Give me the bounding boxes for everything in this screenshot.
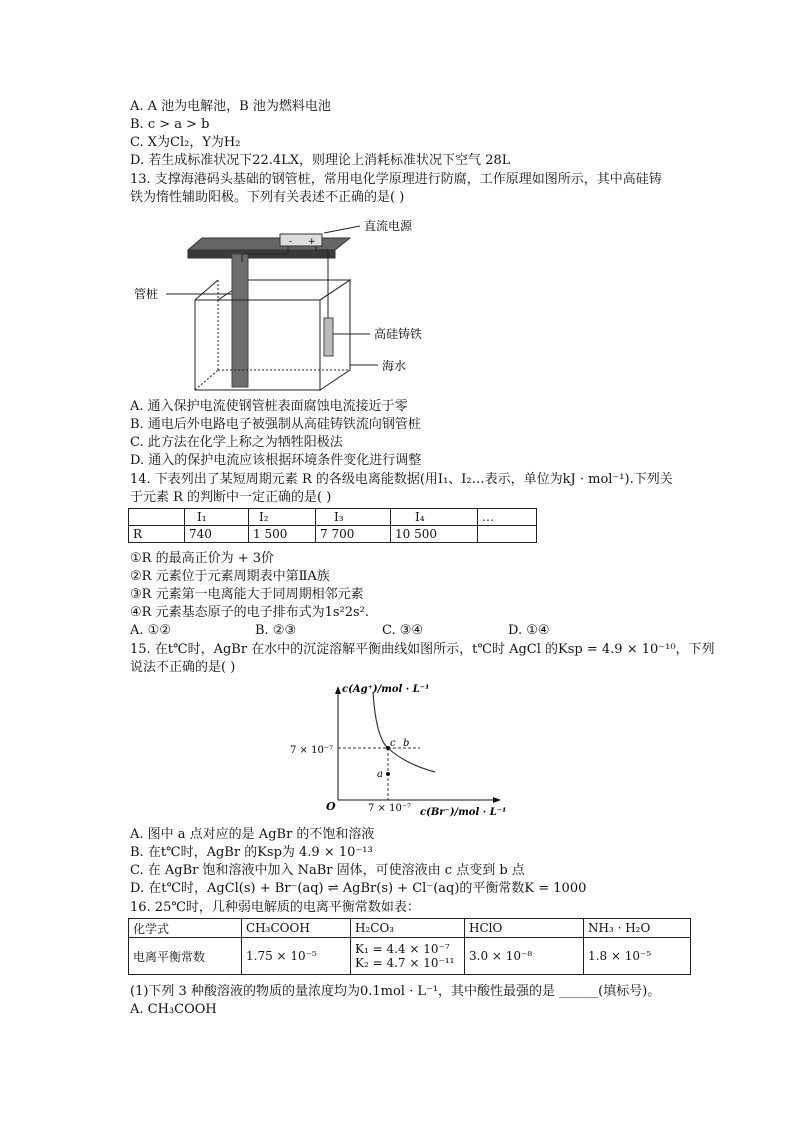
k1-value: K₁ = 4.4 × 10⁻⁷ bbox=[355, 942, 450, 956]
x-axis-label: c(Br⁻)/mol · L⁻¹ bbox=[420, 807, 507, 818]
table-row bbox=[129, 509, 537, 526]
steel-pile bbox=[232, 254, 248, 387]
q15-option-d: D. 在t℃时，AgCl(s) + Br⁻(aq) ⇌ AgBr(s) + Cl⁻(aq)的平衡常数K = 1000 bbox=[130, 881, 587, 896]
support-board-top bbox=[188, 238, 350, 250]
q14-statement-1: ①R 的最高正价为 + 3价 bbox=[130, 551, 275, 566]
q13-option-d: D. 通入的保护电流应该根据环境条件变化进行调整 bbox=[130, 453, 422, 468]
q14-statement-2: ②R 元素位于元素周期表中第ⅡA族 bbox=[130, 569, 330, 584]
q14-stem-line2: 于元素 R 的判断中一定正确的是( ) bbox=[130, 490, 332, 505]
q12-option-a: A. A 池为电解池，B 池为燃料电池 bbox=[130, 99, 331, 114]
label-anode: 高硅铸铁 bbox=[374, 327, 423, 341]
y-tick-label: 7 × 10⁻⁷ bbox=[290, 745, 334, 756]
q15-stem-line1: 15. 在t℃时，AgBr 在水中的沉淀溶解平衡曲线如图所示，t℃时 AgCl 的Ksp = 4.9 × 10⁻¹⁰，下列 bbox=[130, 642, 715, 657]
q15-option-c: C. 在 AgBr 饱和溶液中加入 NaBr 固体，可使溶液由 c 点变到 b 点 bbox=[130, 863, 525, 878]
equilibrium-curve bbox=[373, 692, 435, 772]
q15-option-a: A. 图中 a 点对应的是 AgBr 的不饱和溶液 bbox=[130, 827, 375, 842]
table-cell: CH₃COOH bbox=[242, 919, 351, 938]
table-cell: I₃ bbox=[316, 509, 391, 526]
x-tick-label: 7 × 10⁻⁷ bbox=[368, 803, 412, 814]
table-cell: R bbox=[129, 526, 185, 543]
q13-option-b: B. 通电后外电路电子被强制从高硅铸铁流向钢管桩 bbox=[130, 417, 421, 432]
q16-constants-table bbox=[128, 918, 691, 975]
q12-option-b: B. c > a > b bbox=[130, 117, 210, 132]
q13-option-c: C. 此方法在化学上称之为牺牲阳极法 bbox=[130, 435, 343, 450]
q12-option-d: D. 若生成标准状况下22.4LX，则理论上消耗标准状况下空气 28L bbox=[130, 153, 511, 168]
table-cell: HClO bbox=[465, 919, 584, 938]
q13-stem-line1: 13. 支撑海港码头基础的钢管桩，常用电化学原理进行防腐，工作原理如图所示，其中高硅铸 bbox=[130, 172, 662, 187]
q14-option-d: D. ①④ bbox=[508, 623, 550, 638]
q14-option-a: A. ①② bbox=[130, 623, 171, 638]
table-cell: I₁ bbox=[185, 509, 249, 526]
q15-stem-line2: 说法不正确的是( ) bbox=[130, 660, 236, 675]
table-row bbox=[129, 919, 691, 938]
table-row bbox=[129, 938, 691, 975]
table-cell bbox=[478, 526, 537, 543]
table-cell: NH₃ · H₂O bbox=[584, 919, 691, 938]
table-cell: 1 500 bbox=[249, 526, 316, 543]
table-row bbox=[129, 526, 537, 543]
point-a bbox=[386, 772, 390, 776]
table-cell: 3.0 × 10⁻⁸ bbox=[465, 938, 584, 975]
table-cell: I₂ bbox=[249, 509, 316, 526]
table-cell: 1.8 × 10⁻⁵ bbox=[584, 938, 691, 975]
q13-stem-line2: 铁为惰性辅助阳极。下列有关表述不正确的是( ) bbox=[130, 190, 405, 205]
k2-value: K₂ = 4.7 × 10⁻¹¹ bbox=[355, 956, 455, 970]
q16-subquestion-1: (1)下列 3 种酸溶液的物质的量浓度均为0.1mol · L⁻¹，其中酸性最强的是 ______(填标号)。 bbox=[130, 984, 661, 999]
y-axis-label: c(Ag⁺)/mol · L⁻¹ bbox=[342, 684, 430, 695]
origin-label: O bbox=[326, 800, 336, 813]
table-cell: 10 500 bbox=[391, 526, 478, 543]
table-cell: … bbox=[478, 509, 537, 526]
power-minus: - bbox=[289, 237, 293, 247]
table-cell: 740 bbox=[185, 526, 249, 543]
label-power-source: 直流电源 bbox=[364, 219, 413, 233]
table-cell: 1.75 × 10⁻⁵ bbox=[242, 938, 351, 975]
label-seawater: 海水 bbox=[382, 359, 407, 373]
point-c-label: c bbox=[390, 738, 396, 749]
tank-front bbox=[195, 300, 320, 390]
table-cell bbox=[129, 509, 185, 526]
table-cell: H₂CO₃ bbox=[351, 919, 465, 938]
q14-stem-line1: 14. 下表列出了某短周期元素 R 的各级电离能数据(用I₁、I₂…表示，单位为kJ · mol⁻¹).下列关 bbox=[130, 472, 673, 487]
q14-option-b: B. ②③ bbox=[255, 623, 297, 638]
q13-option-a: A. 通入保护电流使钢管桩表面腐蚀电流接近于零 bbox=[130, 399, 408, 414]
q15-solubility-graph bbox=[270, 678, 510, 826]
label-pile: 管桩 bbox=[134, 287, 159, 301]
high-silicon-iron-anode bbox=[324, 318, 333, 356]
q16-stem: 16. 25℃时，几种弱电解质的电离平衡常数如表： bbox=[130, 900, 420, 915]
table-cell: 化学式 bbox=[129, 919, 242, 938]
q16-option-a: A. CH₃COOH bbox=[130, 1002, 217, 1017]
table-cell: 7 700 bbox=[316, 526, 391, 543]
power-source-box bbox=[280, 234, 322, 246]
q14-option-c: C. ③④ bbox=[382, 623, 424, 638]
q12-option-c: C. X为Cl₂，Y为H₂ bbox=[130, 135, 241, 150]
point-b-label: b bbox=[403, 738, 410, 749]
table-cell bbox=[351, 938, 465, 975]
q14-ionization-table bbox=[128, 508, 537, 543]
q15-option-b: B. 在t℃时，AgBr 的Ksp为 4.9 × 10⁻¹³ bbox=[130, 845, 373, 860]
point-a-label: a bbox=[377, 769, 383, 780]
q14-statement-4: ④R 元素基态原子的电子排布式为1s²2s². bbox=[130, 605, 370, 620]
power-plus: + bbox=[308, 237, 316, 247]
table-cell: I₄ bbox=[391, 509, 478, 526]
q13-figure bbox=[130, 210, 450, 395]
q14-statement-3: ③R 元素第一电离能大于同周期相邻元素 bbox=[130, 587, 364, 602]
table-cell: 电离平衡常数 bbox=[129, 938, 242, 975]
